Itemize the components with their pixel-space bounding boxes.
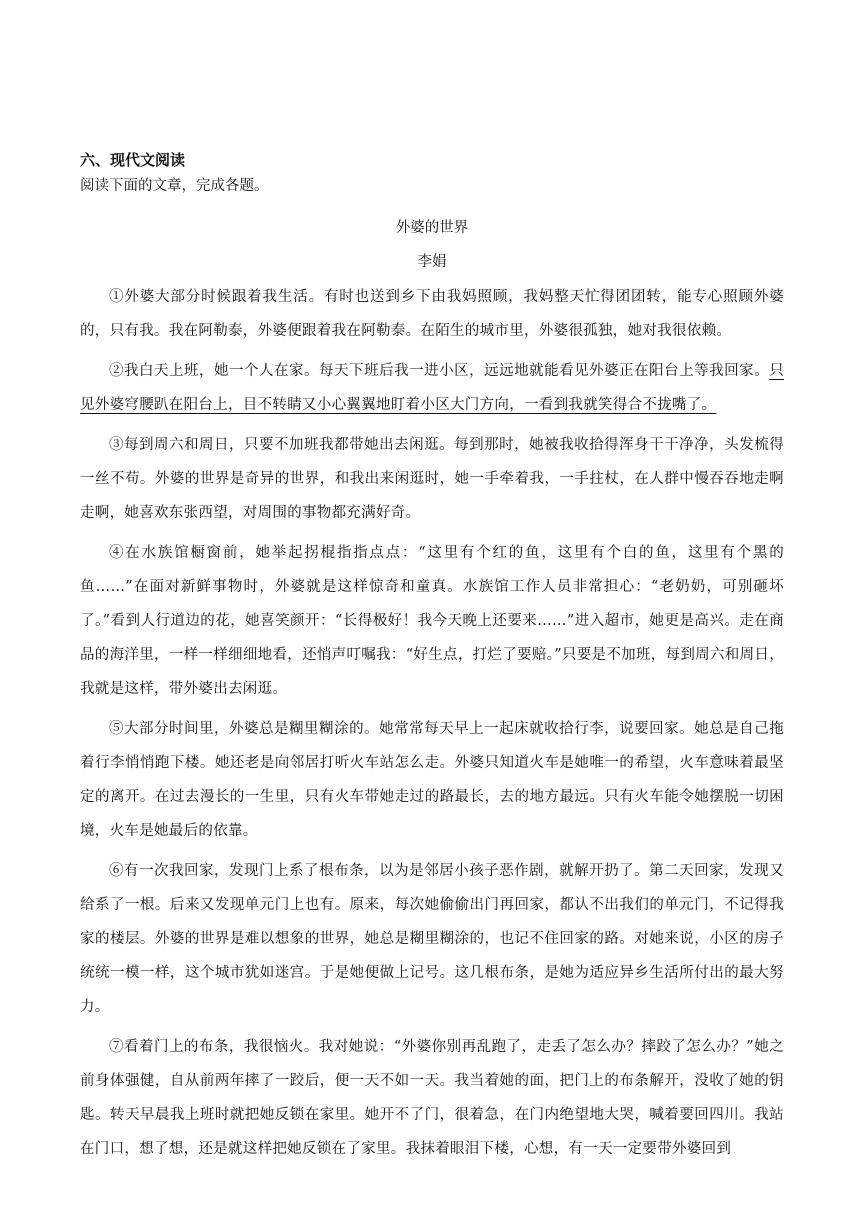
paragraph-7-text: ⑦看着门上的布条，我很恼火。我对她说：“外婆你别再乱跑了，走丢了怎么办？摔跤了怎么办？”她之前身体强健，自从前两年摔了一跤后，便一天不如一天。我当着她的面，把门上的布条解开，没收了她的钥匙。转天早晨我上班时就把她反锁在家里。她开不了门，很着急，在门内绝望地大哭，喊着要回四川。我站在门口，想了想，还是就这样把她反锁在了家里。我抹着眼泪下楼，心想，有一天一定要带外婆回到: [80, 1039, 784, 1157]
paragraph-7: [80, 1030, 784, 1166]
paragraph-1: [80, 280, 784, 348]
paragraph-3: [80, 428, 784, 530]
paragraph-5-text: ⑤大部分时间里，外婆总是糊里糊涂的。她常常每天早上一起床就收拾行李，说要回家。她总是自己拖着行李悄悄跑下楼。她还老是向邻居打听火车站怎么走。外婆只知道火车是她唯一的希望，火车意味着最坚定的离开。在过去漫长的一生里，只有火车带她走过的路最长，去的地方最远。只有火车能令她摆脱一切困境，火车是她最后的依靠。: [80, 721, 784, 839]
paragraph-4-text: ④在水族馆橱窗前，她举起拐棍指指点点：“这里有个红的鱼，这里有个白的鱼，这里有个黑的鱼……”在面对新鲜事物时，外婆就是这样惊奇和童真。水族馆工作人员非常担心：“老奶奶，可别砸坏了。”看到人行道边的花，她喜笑颜开：“长得极好！我今天晚上还要来……”进入超市，她更是高兴。走在商品的海洋里，一样一样细细地看，还悄声叮嘱我：“好生点，打烂了要赔。”只要是不加班，每到周六和周日，我就是这样，带外婆出去闲逛。: [80, 545, 784, 697]
paragraph-2: [80, 354, 784, 422]
paragraph-2-text: ②我白天上班，她一个人在家。每天下班后我一进小区，远远地就能看见外婆正在阳台上等我回家。: [109, 363, 770, 379]
paragraph-3-text: ③每到周六和周日，只要不加班我都带她出去闲逛。每到那时，她被我收拾得浑身干干净净，头发梳得一丝不苟。外婆的世界是奇异的世界，和我出来闲逛时，她一手牵着我，一手拄杖，在人群中慢吞吞地走啊走啊，她喜欢东张西望，对周围的事物都充满好奇。: [80, 437, 784, 521]
paragraph-4: [80, 536, 784, 706]
article-author: 李娟: [417, 254, 447, 270]
paragraph-1-text: ①外婆大部分时候跟着我生活。有时也送到乡下由我妈照顾，我妈整天忙得团团转，能专心照顾外婆的，只有我。我在阿勒泰，外婆便跟着我在阿勒泰。在陌生的城市里，外婆很孤独，她对我很依赖。: [80, 289, 784, 339]
document-content: [80, 148, 784, 1166]
section-heading: 六、现代文阅读: [80, 151, 186, 169]
paragraph-6-text: ⑥有一次我回家，发现门上系了根布条，以为是邻居小孩子恶作剧，就解开扔了。第二天回家，发现又给系了一根。后来又发现单元门上也有。原来，每次她偷偷出门再回家，都认不出我们的单元门，不记得我家的楼层。外婆的世界是难以想象的世界，她总是糊里糊涂的，也记不住回家的路。对她来说，小区的房子统统一模一样，这个城市犹如迷宫。于是她便做上记号。这几根布条，是她为适应异乡生活所付出的最大努力。: [80, 863, 784, 1015]
section-instruction: 阅读下面的文章，完成各题。: [80, 178, 269, 194]
article-title: 外婆的世界: [395, 220, 469, 236]
paragraph-2-underlined-sentence: 只见外婆穹腰趴在阳台上，目不转睛又小心翼翼地盯着小区大门方向，一看到我就笑得合不拢嘴了。: [80, 363, 784, 413]
paragraph-6: [80, 854, 784, 1024]
paragraph-5: [80, 712, 784, 848]
